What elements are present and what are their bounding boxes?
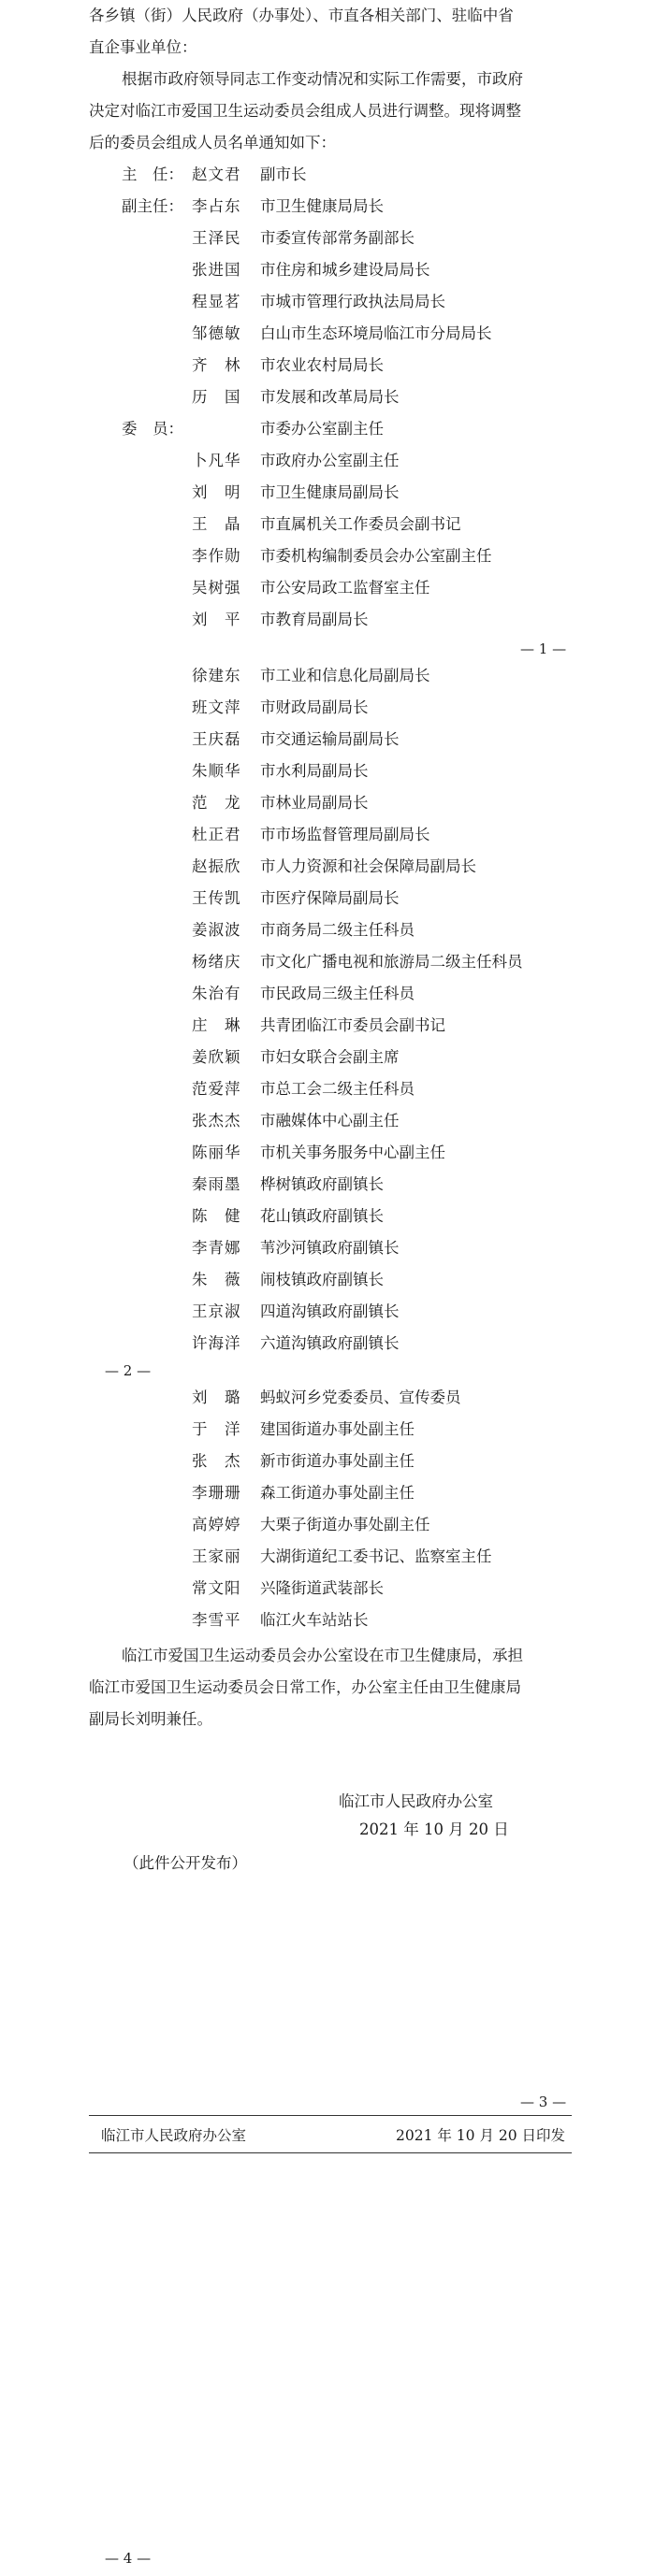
- member-name: 王京淑: [192, 1302, 241, 1320]
- member-name: 班文萍: [192, 698, 241, 716]
- member-name: 李占东: [192, 197, 241, 215]
- member-name: 于 洋: [192, 1420, 241, 1438]
- member-name: 姜欣颖: [192, 1048, 241, 1066]
- recipients-line-1: 各乡镇（街）人民政府（办事处）、市直各相关部门、驻临中省: [89, 7, 514, 24]
- member-name: 王传凯: [192, 889, 241, 907]
- office-note-line-3: 副局长刘明兼任。: [89, 1710, 212, 1728]
- member-name: 杜正君: [192, 826, 241, 843]
- member-title: 森工街道办事处副主任: [260, 1484, 415, 1502]
- member-name: 姜淑波: [192, 921, 241, 939]
- member-title: 市林业局副局长: [260, 794, 369, 812]
- member-title: 桦树镇政府副镇长: [260, 1175, 384, 1193]
- page-number: — 4 —: [105, 2550, 152, 2567]
- member-title: 市水利局副局长: [260, 762, 369, 780]
- member-title: 市委宣传部常务副部长: [260, 229, 415, 247]
- member-title: 市公安局政工监督室主任: [260, 579, 430, 597]
- member-name: 张 杰: [192, 1452, 241, 1470]
- member-name: 齐 林: [192, 356, 241, 374]
- member-title: 市工业和信息化局副局长: [260, 667, 430, 684]
- member-title: 蚂蚁河乡党委委员、宣传委员: [260, 1389, 461, 1406]
- member-title: 市发展和改革局局长: [260, 388, 400, 406]
- member-name: 范爱萍: [192, 1080, 241, 1098]
- intro-paragraph-line-2: 决定对临江市爱国卫生运动委员会组成人员进行调整。现将调整: [89, 102, 521, 120]
- member-title: 大湖街道纪工委书记、监察室主任: [260, 1547, 492, 1565]
- office-note-line-1: 临江市爱国卫生运动委员会办公室设在市卫生健康局，承担: [122, 1647, 523, 1664]
- member-title: 市教育局副局长: [260, 611, 369, 628]
- member-title: 苇沙河镇政府副镇长: [260, 1239, 400, 1257]
- member-name: 吴树强: [192, 579, 241, 597]
- intro-paragraph-line-1: 根据市政府领导同志工作变动情况和实际工作需要，市政府: [122, 70, 523, 88]
- member-title: 市直属机关工作委员会副书记: [260, 515, 461, 533]
- footer-issuer: 临江市人民政府办公室: [101, 2127, 247, 2144]
- member-name: 卜凡华: [192, 452, 241, 469]
- member-name: 高婷婷: [192, 1516, 241, 1533]
- member-name: 程显茗: [192, 293, 241, 310]
- member-title: 临江火车站站长: [260, 1611, 369, 1629]
- member-title: 市人力资源和社会保障局副局长: [260, 857, 476, 875]
- member-name: 陈 健: [192, 1207, 241, 1225]
- member-title: 市医疗保障局副局长: [260, 889, 400, 907]
- member-name: 邹德敏: [192, 324, 241, 342]
- member-name: 张进国: [192, 261, 241, 279]
- member-title: 共青团临江市委员会副书记: [260, 1016, 445, 1034]
- member-name: 朱顺华: [192, 762, 241, 780]
- member-name: 朱治有: [192, 985, 241, 1002]
- member-name: 李珊珊: [192, 1484, 241, 1502]
- footer-rule-bottom: [89, 2152, 572, 2153]
- member-name: 朱 薇: [192, 1271, 241, 1288]
- member-title: 六道沟镇政府副镇长: [260, 1334, 400, 1352]
- member-title: 新市街道办事处副主任: [260, 1452, 415, 1470]
- member-title: 市妇女联合会副主席: [260, 1048, 400, 1066]
- member-title: 大栗子街道办事处副主任: [260, 1516, 430, 1533]
- member-title: 花山镇政府副镇长: [260, 1207, 384, 1225]
- member-name: 赵振欣: [192, 857, 241, 875]
- member-name: 李雪平: [192, 1611, 241, 1629]
- recipients-line-2: 直企事业单位：: [89, 38, 197, 56]
- member-title: 市融媒体中心副主任: [260, 1112, 400, 1130]
- member-title: 市文化广播电视和旅游局二级主任科员: [260, 953, 523, 971]
- role-label-chair: 主 任：: [122, 165, 183, 183]
- role-label-vice-chair: 副主任：: [122, 197, 183, 215]
- member-title: 兴隆街道武装部长: [260, 1579, 384, 1597]
- member-title: 四道沟镇政府副镇长: [260, 1302, 400, 1320]
- member-title: 市卫生健康局局长: [260, 197, 384, 215]
- member-name: 王家丽: [192, 1547, 241, 1565]
- member-name: 常文阳: [192, 1579, 241, 1597]
- member-title: 市住房和城乡建设局局长: [260, 261, 430, 279]
- member-title: 市委机构编制委员会办公室副主任: [260, 547, 492, 565]
- member-name: 王泽民: [192, 229, 241, 247]
- member-name: 刘 璐: [192, 1389, 241, 1406]
- page-number: — 1 —: [520, 640, 567, 657]
- member-name: 徐建东: [192, 667, 241, 684]
- page-number: — 3 —: [520, 2094, 567, 2110]
- member-name: 历 国: [192, 388, 241, 406]
- member-name: 杨绪庆: [192, 953, 241, 971]
- member-title: 市市场监督管理局副局长: [260, 826, 430, 843]
- member-title: 市委办公室副主任: [260, 420, 384, 438]
- member-title: 闹枝镇政府副镇长: [260, 1271, 384, 1288]
- member-name: 陈丽华: [192, 1144, 241, 1161]
- public-release-note: （此件公开发布）: [124, 1854, 247, 1872]
- footer-print-date: 2021 年 10 月 20 日印发: [396, 2127, 566, 2144]
- member-name: 许海洋: [192, 1334, 241, 1352]
- member-title: 市商务局二级主任科员: [260, 921, 415, 939]
- signature-org: 临江市人民政府办公室: [339, 1792, 493, 1810]
- member-title: 市政府办公室副主任: [260, 452, 400, 469]
- member-title: 副市长: [260, 165, 307, 183]
- member-title: 市卫生健康局副局长: [260, 483, 400, 501]
- member-name: 赵文君: [192, 165, 241, 183]
- member-name: 刘 平: [192, 611, 241, 628]
- footer-rule-top: [89, 2115, 572, 2116]
- member-title: 市总工会二级主任科员: [260, 1080, 415, 1098]
- member-title: 白山市生态环境局临江市分局局长: [260, 324, 492, 342]
- signature-date: 2021 年 10 月 20 日: [359, 1820, 509, 1838]
- page-number: — 2 —: [105, 1362, 152, 1379]
- member-name: 李青娜: [192, 1239, 241, 1257]
- member-name: 王 晶: [192, 515, 241, 533]
- intro-paragraph-line-3: 后的委员会组成人员名单通知如下：: [89, 134, 336, 151]
- member-name: 李作勋: [192, 547, 241, 565]
- member-title: 市财政局副局长: [260, 698, 369, 716]
- role-label-member: 委 员：: [122, 420, 183, 438]
- member-title: 市交通运输局副局长: [260, 730, 400, 748]
- member-name: 范 龙: [192, 794, 241, 812]
- member-name: 庄 琳: [192, 1016, 241, 1034]
- member-title: 市民政局三级主任科员: [260, 985, 415, 1002]
- member-name: 张杰杰: [192, 1112, 241, 1130]
- member-title: 市农业农村局局长: [260, 356, 384, 374]
- member-name: 王庆磊: [192, 730, 241, 748]
- member-name: 刘 明: [192, 483, 241, 501]
- member-title: 市城市管理行政执法局局长: [260, 293, 445, 310]
- member-name: 秦雨墨: [192, 1175, 241, 1193]
- member-title: 建国街道办事处副主任: [260, 1420, 415, 1438]
- member-title: 市机关事务服务中心副主任: [260, 1144, 445, 1161]
- office-note-line-2: 临江市爱国卫生运动委员会日常工作，办公室主任由卫生健康局: [89, 1678, 521, 1696]
